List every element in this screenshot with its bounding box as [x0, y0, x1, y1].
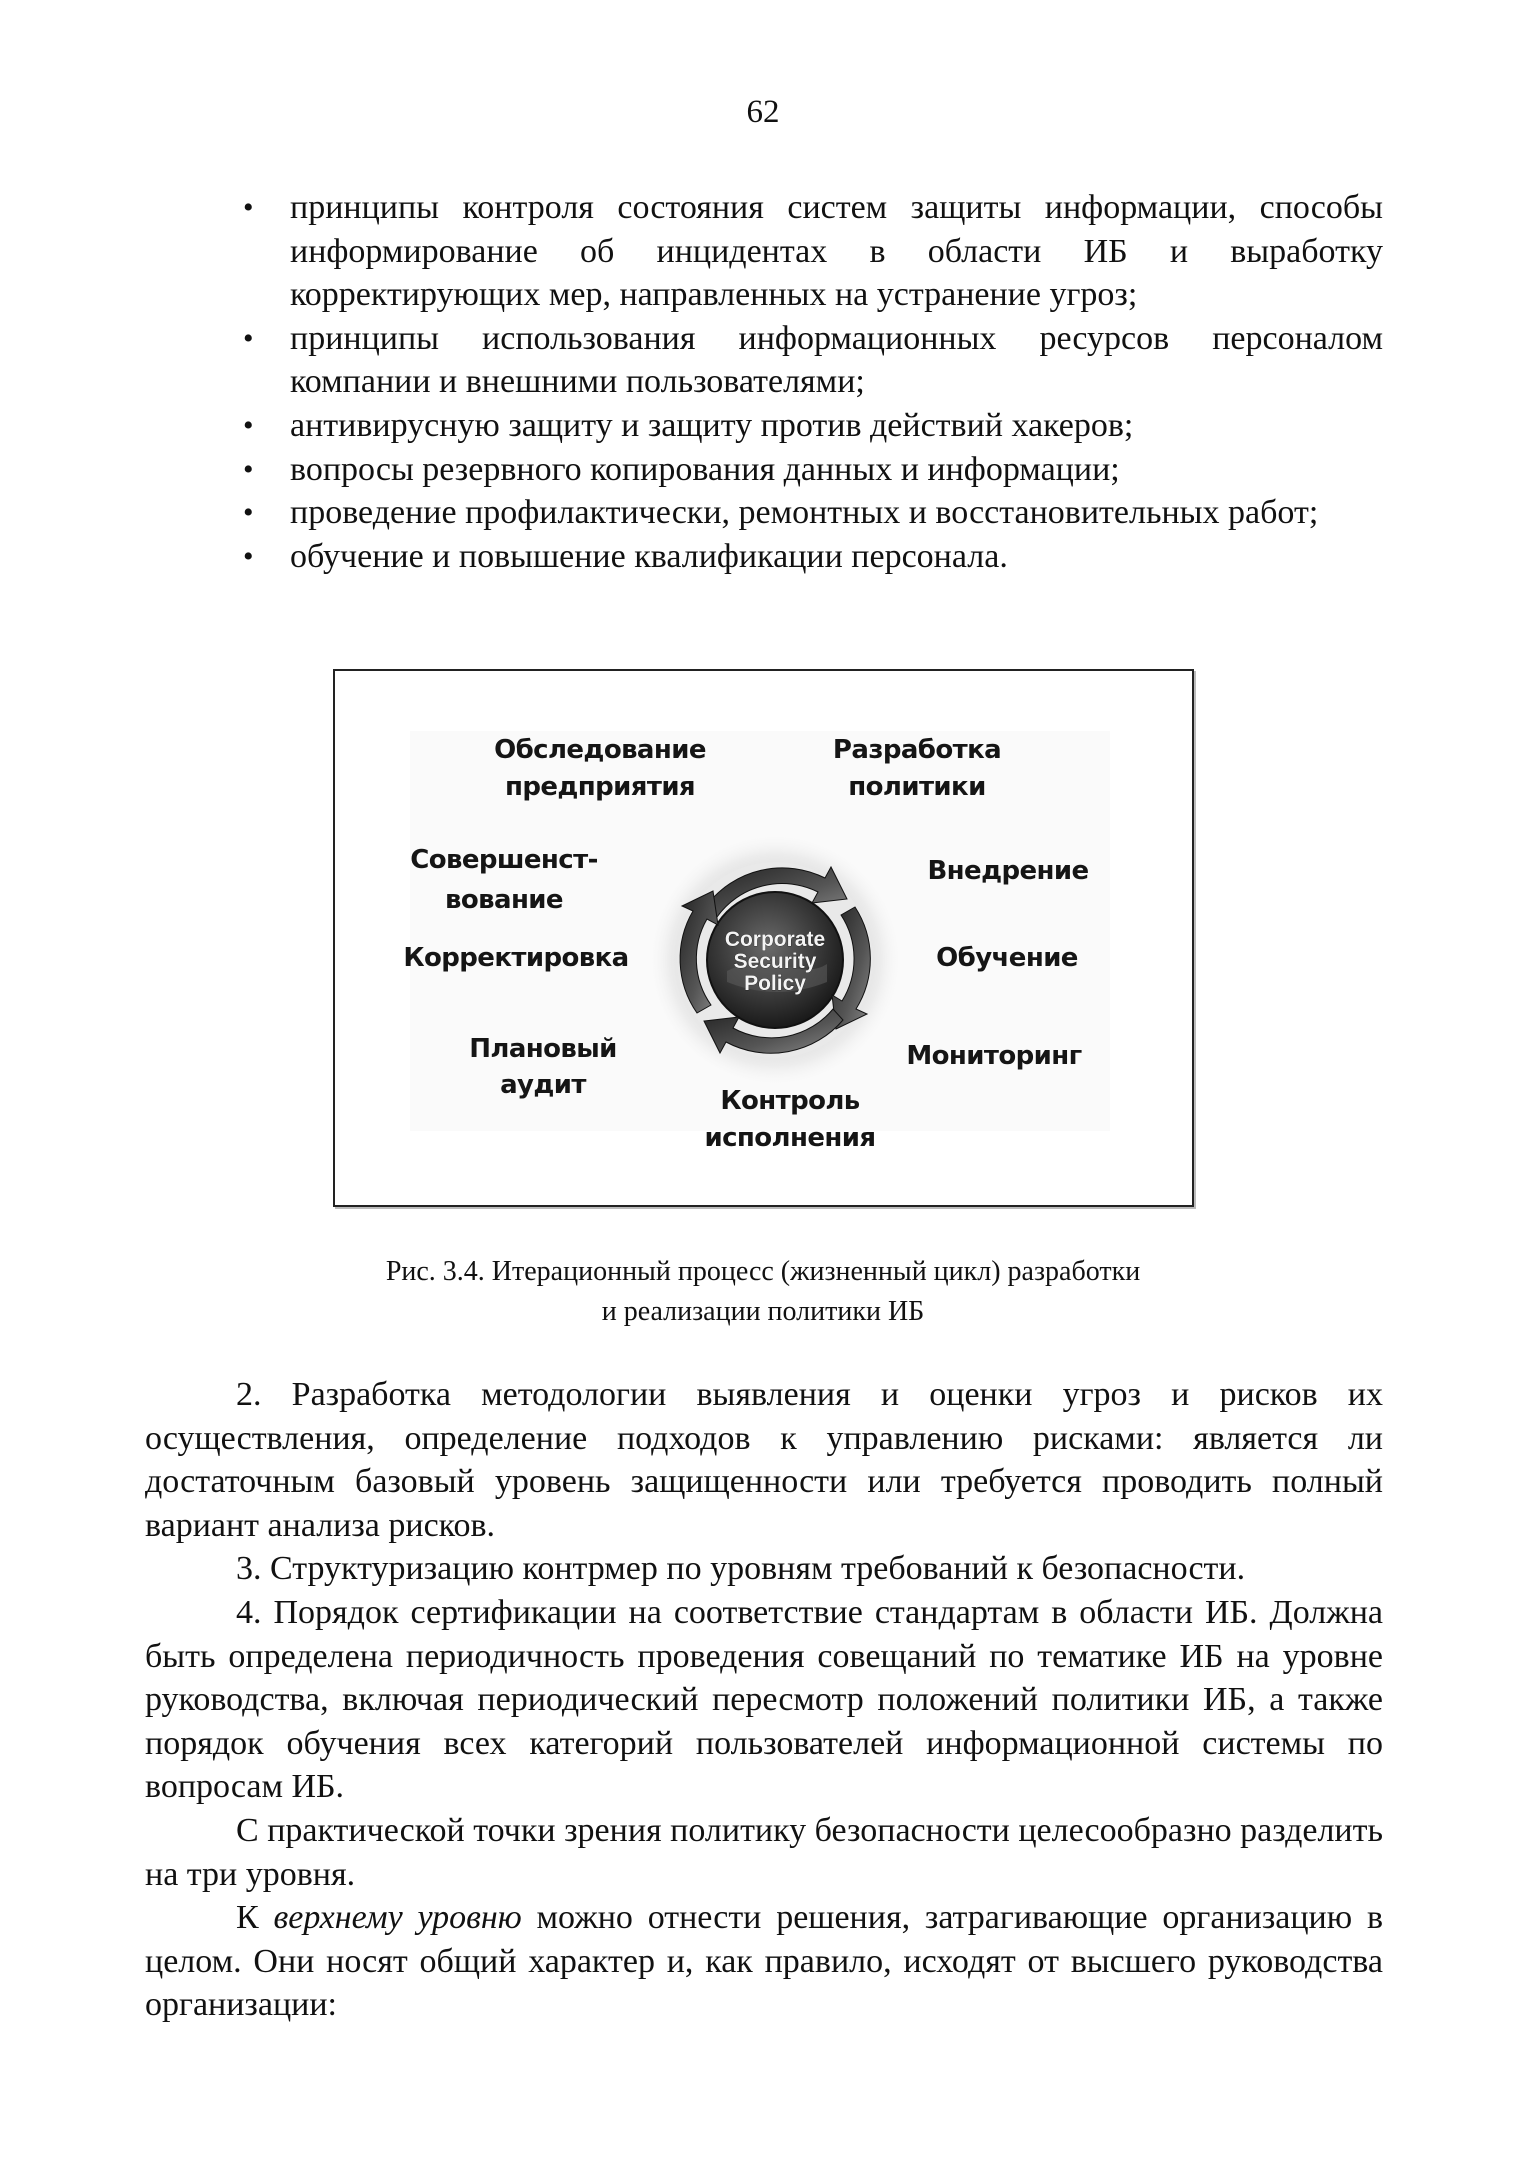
paragraph-rest: можно отнести решения, затрагивающие организацию в целом. Они носят общий характер и, как правило, исходят от высшего руководства организации:	[145, 1899, 1384, 2024]
list-item	[243, 535, 1383, 579]
stage-label-survey-line-2: предприятия	[504, 772, 696, 802]
bullet-list	[243, 186, 1383, 578]
bullet-icon: •	[243, 496, 254, 530]
core-label-line-1: Corporate	[724, 928, 826, 951]
list-item	[243, 317, 1383, 404]
figure-caption-line-2: и реализации политики ИБ	[601, 1296, 925, 1327]
stage-label-correction: Корректировка	[403, 943, 629, 973]
paragraph	[145, 1896, 1383, 2027]
figure-caption	[0, 1252, 1526, 1332]
stage-label-control-line-1: Контроль	[720, 1086, 860, 1116]
figure-caption-line-1: Рис. 3.4. Итерационный процесс (жизненный цикл) разработки	[385, 1256, 1141, 1287]
stage-label-policy-line-1: Разработка	[832, 735, 1002, 765]
stage-label-monitoring: Мониторинг	[906, 1041, 1082, 1071]
paragraph: 4. Порядок сертификации на соответствие стандартам в области ИБ. Должна быть определена периодичность проведения совещаний по тематике ИБ на уровне руководства, включая периодический пересмотр положений политики ИБ, а также порядок обучения всех категорий пользователей информационной системы по вопросам ИБ.	[145, 1593, 1383, 1806]
list-item	[243, 448, 1383, 492]
paragraph-lead: К	[236, 1899, 274, 1937]
emphasis-upper-level: верхнему уровню	[273, 1899, 522, 1937]
list-item-text: вопросы резервного копирования данных и информации;	[290, 450, 1120, 488]
bullet-icon: •	[243, 452, 254, 486]
figure-lifecycle-diagram	[333, 669, 1194, 1207]
list-item	[243, 491, 1383, 535]
lifecycle-diagram-svg	[335, 671, 1192, 1205]
list-item-text: принципы использования информационных ресурсов персоналом компании и внешними пользователями;	[290, 319, 1383, 401]
stage-label-audit-line-1: Плановый	[469, 1034, 617, 1064]
bullet-icon: •	[243, 191, 254, 224]
stage-label-implementation: Внедрение	[927, 856, 1089, 886]
list-item	[243, 186, 1383, 317]
list-item	[243, 404, 1383, 448]
body-text	[145, 1373, 1383, 2027]
core-label-line-2: Security	[733, 950, 817, 973]
page-number: 62	[746, 94, 780, 130]
stage-label-improvement-line-1: Совершенст-	[410, 845, 598, 875]
list-item-text: проведение профилактически, ремонтных и восстановительных работ;	[290, 494, 1319, 532]
bullet-icon: •	[243, 408, 254, 442]
bullet-icon: •	[243, 321, 254, 355]
stage-label-policy-line-2: политики	[848, 772, 986, 802]
bullet-icon: •	[243, 539, 254, 573]
stage-label-audit-line-2: аудит	[500, 1070, 586, 1100]
stage-label-survey-line-1: Обследование	[494, 735, 706, 765]
core-label-line-3: Policy	[744, 972, 806, 995]
stage-label-training: Обучение	[936, 943, 1078, 973]
stage-label-control-line-2: исполнения	[704, 1123, 876, 1153]
paragraph: С практической точки зрения политику безопасности целесообразно разделить на три уровня.	[145, 1811, 1383, 1893]
paragraph: 3. Структуризацию контрмер по уровням требований к безопасности.	[236, 1550, 1246, 1588]
list-item-text: принципы контроля состояния систем защиты информации, способы информирование об инцидентах в области ИБ и выработку корректирующих мер, направленных на устранение угроз;	[290, 189, 1383, 314]
list-item-text: обучение и повышение квалификации персонала.	[290, 537, 1008, 575]
list-item-text: антивирусную защиту и защиту против действий хакеров;	[290, 406, 1134, 444]
paragraph: 2. Разработка методологии выявления и оценки угроз и рисков их осуществления, определение подходов к управлению рисками: является ли достаточным базовый уровень защищенности или требуется проводить полный вариант анализа рисков.	[145, 1376, 1383, 1544]
stage-label-improvement-line-2: вование	[445, 885, 563, 915]
